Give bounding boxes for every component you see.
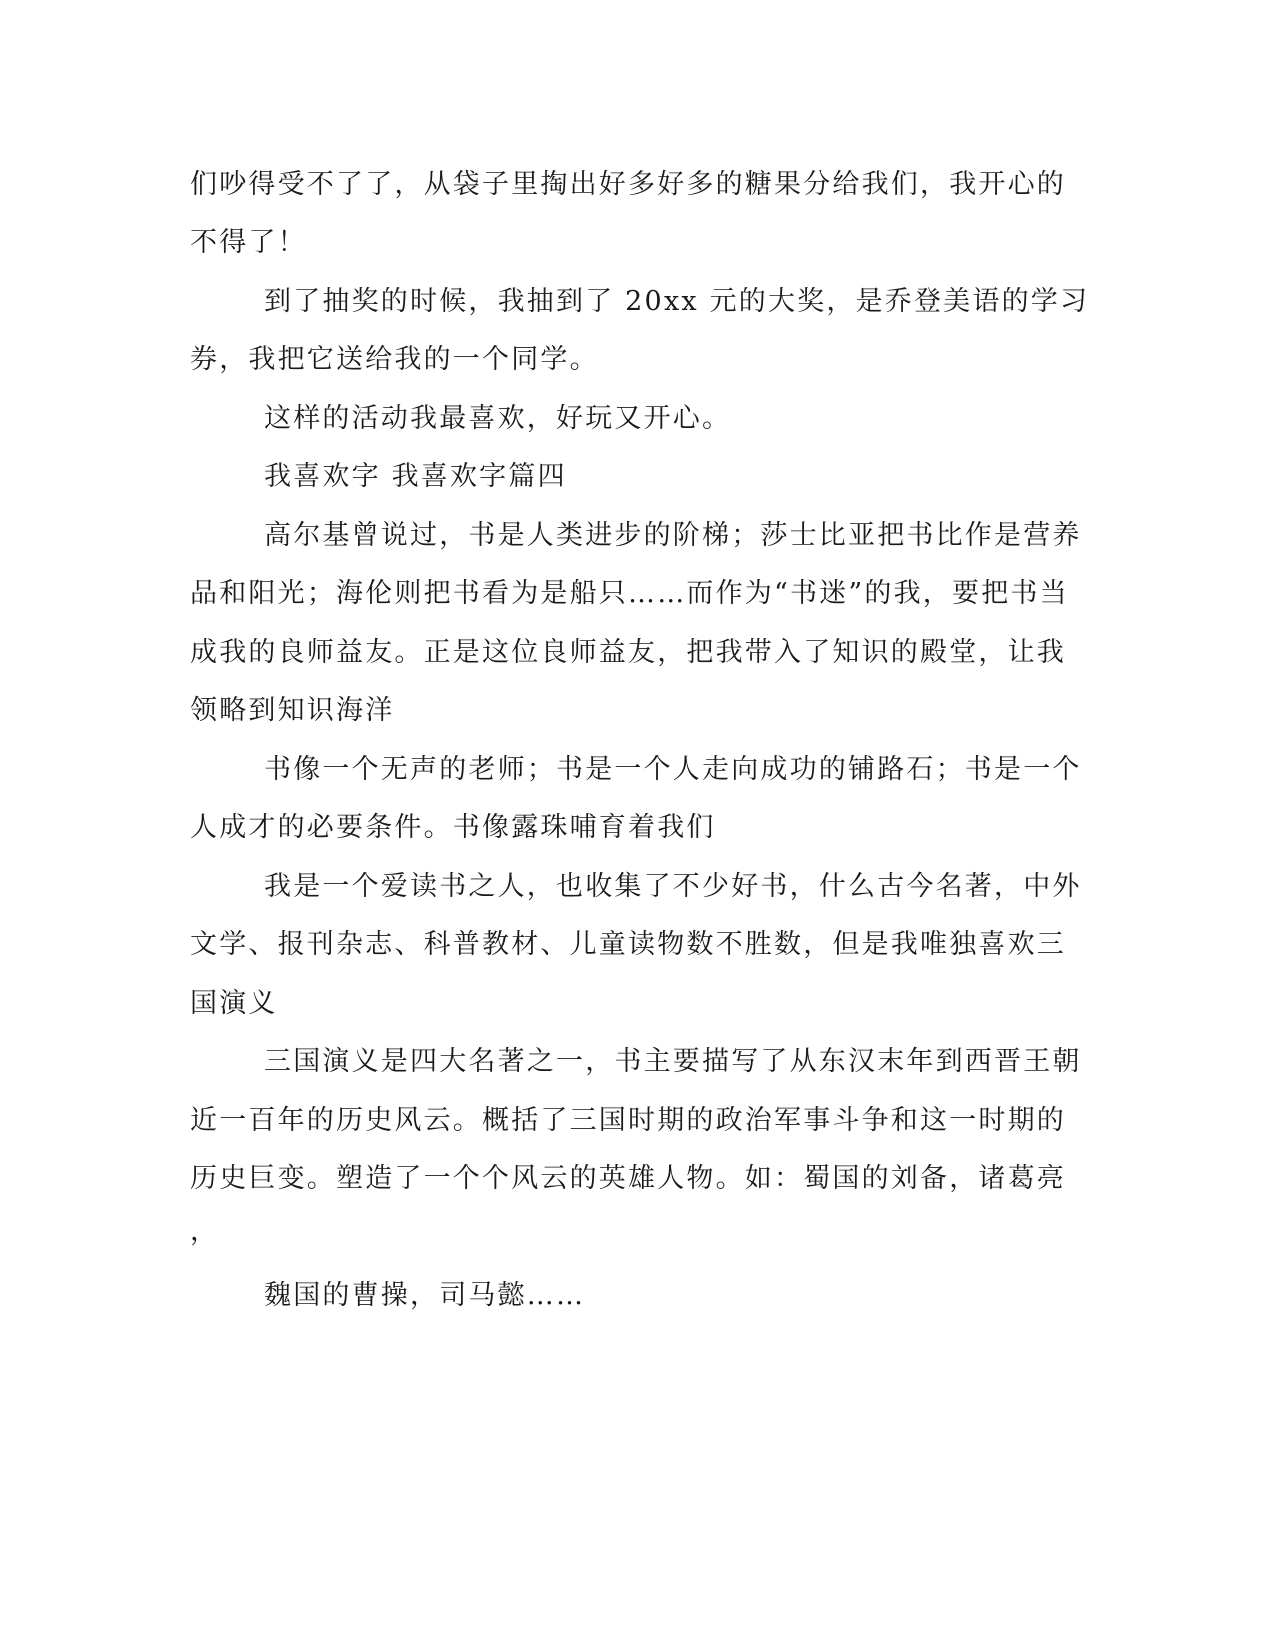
text-line-11: 书像一个无声的老师；书是一个人走向成功的铺路石；书是一个 bbox=[264, 754, 1082, 785]
text-line-17: 近一百年的历史风云。概括了三国时期的政治军事斗争和这一时期的 bbox=[190, 1105, 1066, 1136]
text-line-16: 三国演义是四大名著之一，书主要描写了从东汉末年到西晋王朝 bbox=[264, 1046, 1082, 1077]
text-line-19: ， bbox=[190, 1216, 220, 1247]
text-line-18: 历史巨变。塑造了一个个风云的英雄人物。如：蜀国的刘备，诸葛亮 bbox=[190, 1163, 1066, 1194]
text-line-4: 券，我把它送给我的一个同学。 bbox=[190, 344, 599, 375]
text-line-1: 们吵得受不了了，从袋子里掏出好多好多的糖果分给我们，我开心的 bbox=[190, 169, 1066, 200]
text-line-10: 领略到知识海洋 bbox=[190, 695, 395, 726]
text-line-2: 不得了！ bbox=[190, 227, 307, 258]
text-line-5: 这样的活动我最喜欢，好玩又开心。 bbox=[264, 403, 732, 434]
text-line-12: 人成才的必要条件。书像露珠哺育着我们 bbox=[190, 812, 716, 843]
text-line-14: 文学、报刊杂志、科普教材、儿童读物数不胜数，但是我唯独喜欢三 bbox=[190, 929, 1066, 960]
text-line-3: 到了抽奖的时候，我抽到了 20xx 元的大奖，是乔登美语的学习 bbox=[264, 286, 1090, 317]
text-line-8: 品和阳光；海伦则把书看为是船只……而作为“书迷”的我，要把书当 bbox=[190, 578, 1069, 609]
text-line-15: 国演义 bbox=[190, 988, 278, 1019]
text-line-13: 我是一个爱读书之人，也收集了不少好书，什么古今名著，中外 bbox=[264, 871, 1082, 902]
text-line-7: 高尔基曾说过，书是人类进步的阶梯；莎士比亚把书比作是营养 bbox=[264, 520, 1082, 551]
text-line-20: 魏国的曹操，司马懿…… bbox=[264, 1280, 586, 1311]
text-line-9: 成我的良师益友。正是这位良师益友，把我带入了知识的殿堂，让我 bbox=[190, 637, 1066, 668]
section-heading: 我喜欢字 我喜欢字篇四 bbox=[264, 461, 567, 492]
